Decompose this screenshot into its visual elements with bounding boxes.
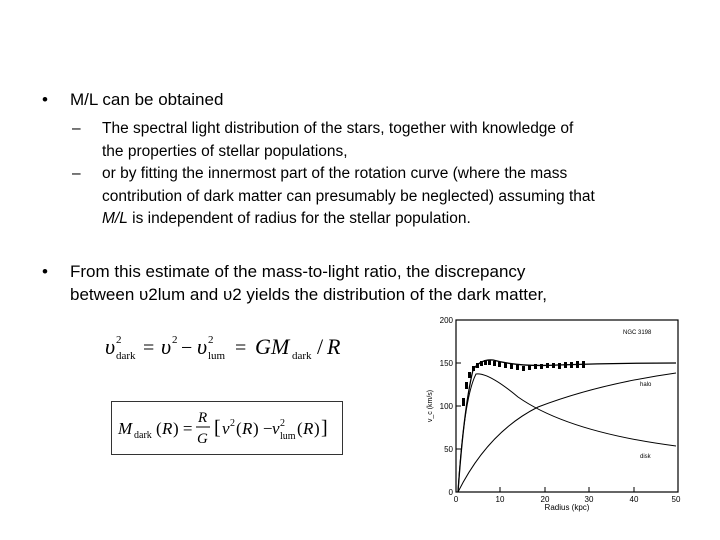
dash-marker: –	[72, 165, 81, 182]
xtick: 50	[671, 495, 681, 504]
xtick: 10	[495, 495, 505, 504]
xtick: 30	[584, 495, 594, 504]
equation-mass-box	[111, 401, 343, 455]
observed-points	[462, 360, 585, 406]
svg-text:M: M	[118, 419, 133, 438]
svg-text:/: /	[317, 334, 324, 359]
svg-text:R: R	[162, 419, 173, 438]
svg-text:M: M	[271, 334, 290, 359]
svg-text:dark: dark	[116, 350, 136, 362]
x-axis-label: Radius (kpc)	[544, 503, 590, 512]
sub-line: M/L is independent of radius for the stellar population.	[102, 210, 471, 227]
ytick: 50	[444, 445, 453, 454]
equation-velocity	[103, 332, 358, 362]
svg-text:2: 2	[116, 334, 122, 346]
sub-line: the properties of stellar populations,	[102, 142, 348, 160]
bullet-marker: •	[42, 262, 48, 281]
svg-text:R: R	[303, 419, 314, 438]
rotation-curve-plot	[418, 312, 688, 512]
svg-text:(: (	[297, 419, 303, 438]
svg-text:=: =	[235, 337, 247, 359]
xtick: 20	[540, 495, 550, 504]
equation-mass-graphic	[112, 402, 342, 454]
xtick: 40	[629, 495, 639, 504]
svg-text:R: R	[198, 410, 208, 426]
ytick: 0	[448, 488, 453, 497]
halo-label: halo	[640, 382, 652, 388]
svg-text:2: 2	[208, 334, 214, 346]
svg-text:2: 2	[172, 334, 178, 346]
plot-frame	[456, 320, 678, 492]
bullet-marker: •	[42, 90, 48, 109]
ml-italic: M/L	[102, 210, 128, 227]
svg-text:dark: dark	[134, 430, 152, 441]
svg-text:): )	[314, 419, 320, 438]
total-fit-curve	[458, 360, 676, 492]
svg-text:2: 2	[280, 418, 285, 429]
bullet-line: between υ2lum and υ2 yields the distribution of the dark matter,	[70, 285, 547, 304]
disk-label: disk	[640, 454, 651, 460]
svg-text:υ: υ	[197, 334, 208, 359]
svg-text:) −: ) −	[253, 419, 273, 438]
xtick: 0	[453, 495, 459, 504]
svg-text:]: ]	[321, 417, 328, 439]
sub-line: contribution of dark matter can presumably be neglected) assuming that	[102, 187, 595, 205]
svg-text:dark: dark	[292, 350, 312, 362]
disk-curve	[458, 374, 676, 492]
sub-line: The spectral light distribution of the stars, together with knowledge of	[102, 120, 574, 137]
svg-text:v: v	[222, 419, 230, 438]
sub-line: or by fitting the innermost part of the rotation curve (where the mass	[102, 165, 568, 182]
bullet-text: M/L can be obtained	[70, 90, 224, 109]
rotation-curve-figure	[418, 312, 688, 512]
bullet-line: From this estimate of the mass-to-light ratio, the discrepancy	[70, 262, 526, 281]
svg-text:−: −	[181, 337, 193, 359]
svg-text:R: R	[327, 334, 341, 359]
svg-text:(: (	[156, 419, 162, 438]
y-axis-label: v_c (km/s)	[427, 389, 434, 423]
svg-text:) =: ) =	[173, 419, 193, 438]
svg-text:=: =	[143, 337, 155, 359]
ytick: 200	[439, 316, 453, 325]
ytick: 150	[439, 359, 453, 368]
svg-text:G: G	[255, 334, 271, 359]
svg-text:v: v	[272, 419, 280, 438]
svg-text:R: R	[242, 419, 253, 438]
halo-curve	[458, 373, 676, 492]
svg-text:lum: lum	[280, 431, 296, 442]
svg-text:2: 2	[230, 418, 235, 429]
ytick: 100	[439, 402, 453, 411]
svg-text:[: [	[214, 417, 221, 439]
svg-text:(: (	[236, 419, 242, 438]
svg-text:υ: υ	[105, 334, 116, 359]
svg-text:lum: lum	[208, 350, 226, 362]
equation-velocity-graphic	[103, 332, 358, 362]
dash-marker: –	[72, 120, 81, 137]
svg-text:υ: υ	[161, 334, 172, 359]
svg-text:G: G	[197, 431, 208, 447]
galaxy-label: NGC 3198	[623, 330, 652, 336]
